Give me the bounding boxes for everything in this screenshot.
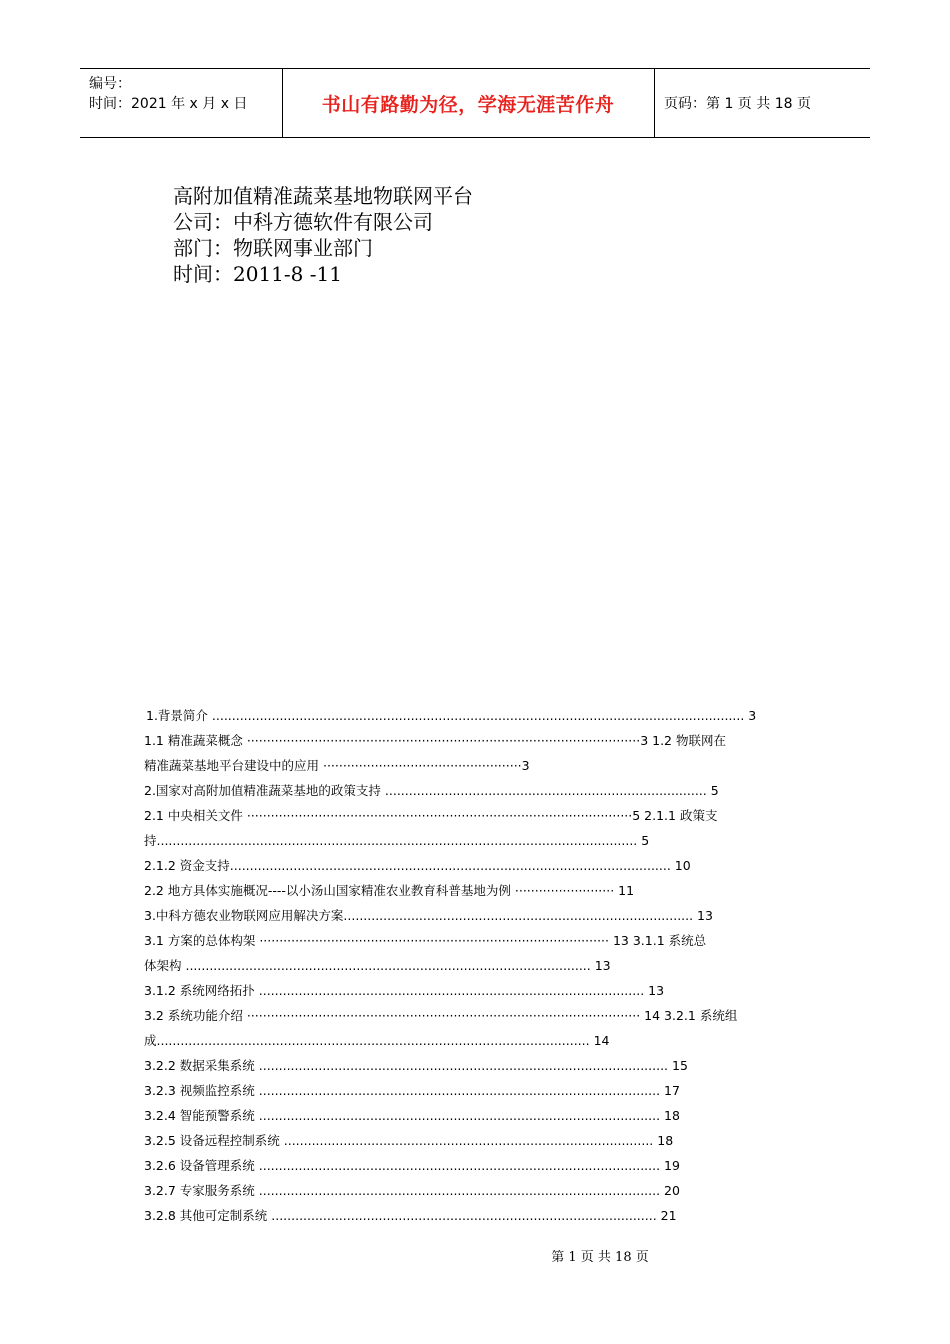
toc-entry[interactable]: 2.1 中央相关文件 ·································································································5 2.1.1 政策支	[144, 808, 718, 823]
header-meta	[89, 74, 247, 114]
department-line: 部门：物联网事业部门	[173, 236, 373, 260]
toc-entry[interactable]: 2.1.2 资金支持............................................................................................................... 10	[144, 858, 691, 873]
toc-entry[interactable]: 3.2.8 其他可定制系统 ................................................................................................. 21	[144, 1208, 677, 1223]
document-title: 高附加值精准蔬菜基地物联网平台	[173, 184, 473, 208]
toc-entry[interactable]: 2.2 地方具体实施概况----以小汤山国家精准农业教育科普基地为例 ························· 11	[144, 883, 635, 898]
header-motto: 书山有路勤为径，学海无涯苦作舟	[321, 93, 615, 116]
header-page-info: 页码：第 1 页 共 18 页	[664, 96, 811, 112]
toc-entry[interactable]: 精准蔬菜基地平台建设中的应用 ··················································3	[144, 758, 530, 773]
toc-entry[interactable]: 2.国家对高附加值精准蔬菜基地的政策支持 ................................................................................. 5	[144, 783, 719, 798]
code-label: 编号：	[89, 76, 131, 92]
header-divider	[654, 69, 655, 137]
date-line: 时间：2011-8 -11	[173, 262, 342, 286]
toc-entry[interactable]: 1.1 精准蔬菜概念 ···································································································3 1.2 物联网在	[144, 733, 726, 748]
toc-entry[interactable]: 3.1 方案的总体构架 ························································································ 13 3.1.1 系统总	[144, 933, 707, 948]
toc-entry[interactable]: 3.2 系统功能介绍 ··································································································· 14 3.2.1 系统组	[144, 1008, 738, 1023]
page-footer	[0, 1246, 950, 1265]
title-block	[173, 183, 473, 287]
toc-entry[interactable]: 3.2.6 设备管理系统 ..................................................................................................... 19	[144, 1158, 680, 1173]
document-header	[80, 68, 870, 138]
footer-page-number: 第 1 页 共 18 页	[551, 1250, 649, 1265]
toc-entry[interactable]: 持......................................................................................................................... 5	[144, 833, 650, 848]
toc-entry[interactable]: 3.2.2 数据采集系统 ....................................................................................................... 15	[144, 1058, 688, 1073]
toc-entry[interactable]: 3.中科方德农业物联网应用解决方案........................................................................................ 13	[144, 908, 713, 923]
toc-entry[interactable]: 3.1.2 系统网络拓扑 ................................................................................................. 13	[144, 983, 665, 998]
toc-entry[interactable]: 3.2.3 视频监控系统 ..................................................................................................... 17	[144, 1083, 680, 1098]
toc-entry[interactable]: 1.背景简介 ...................................................................................................................................... 3	[146, 708, 757, 723]
toc-entry[interactable]: 3.2.4 智能预警系统 ..................................................................................................... 18	[144, 1108, 680, 1123]
toc-entry[interactable]: 体架构 ...................................................................................................... 13	[144, 958, 611, 973]
toc-entry[interactable]: 3.2.5 设备远程控制系统 ............................................................................................. 18	[144, 1133, 674, 1148]
company-line: 公司：中科方德软件有限公司	[173, 210, 433, 234]
toc-entry[interactable]: 成............................................................................................................. 14	[144, 1033, 610, 1048]
date-label: 时间：2021 年 x 月 x 日	[89, 96, 248, 112]
toc-entry[interactable]: 3.2.7 专家服务系统 ..................................................................................................... 20	[144, 1183, 680, 1198]
